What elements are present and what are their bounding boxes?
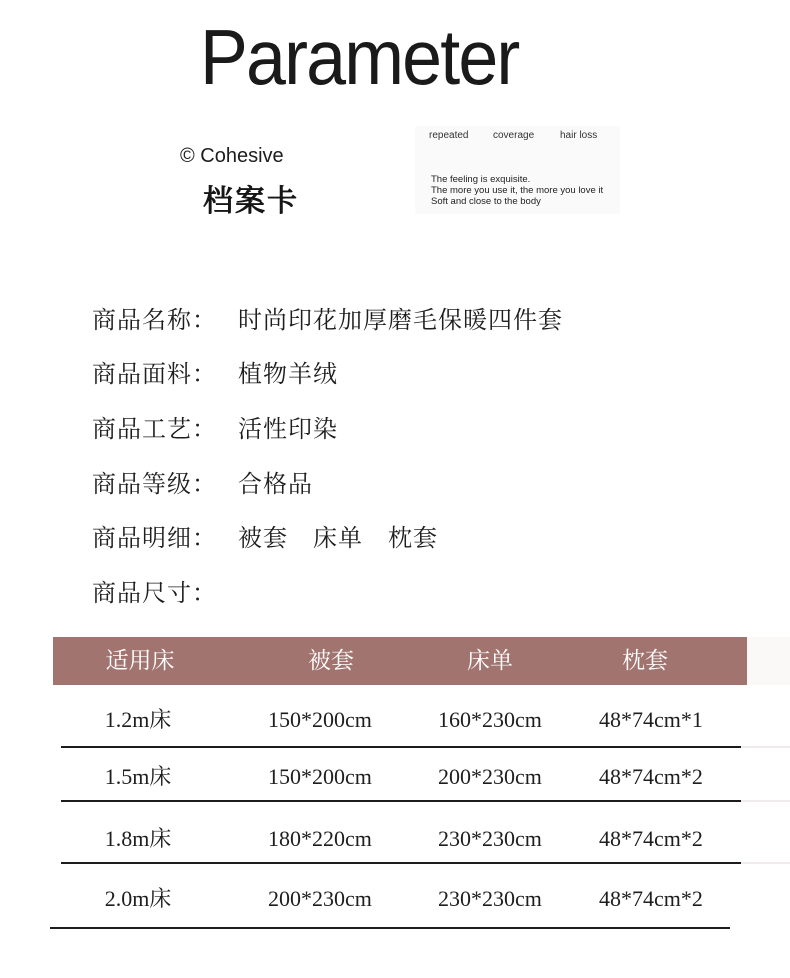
header-cell: 适用床 <box>105 648 175 674</box>
param-row <box>92 454 563 509</box>
param-row <box>92 563 563 618</box>
table-row <box>0 811 790 867</box>
size-table-header <box>53 637 747 685</box>
param-row <box>92 290 563 345</box>
param-label: 商品等级： <box>92 469 217 498</box>
table-cell: 200*230cm <box>438 764 542 789</box>
table-cell: 150*200cm <box>268 764 372 789</box>
param-label: 商品尺寸： <box>92 578 217 607</box>
tagline-text: Soft and close to the body <box>431 196 541 207</box>
table-cell: 48*74cm*1 <box>599 707 703 732</box>
tagline-text: The more you use it, the more you love it <box>431 185 604 196</box>
param-label: 商品工艺： <box>92 414 217 443</box>
tag-label: repeated <box>429 130 469 141</box>
row-divider-faint <box>741 746 790 748</box>
table-cell: 48*74cm*2 <box>599 886 703 911</box>
row-divider-faint <box>741 800 790 802</box>
table-row <box>0 749 790 805</box>
header-cell: 枕套 <box>622 648 668 674</box>
param-row <box>92 345 563 400</box>
page-title: Parameter <box>200 13 519 101</box>
table-cell: 1.8m床 <box>104 826 172 851</box>
row-divider <box>50 927 730 929</box>
param-label: 商品名称： <box>92 305 217 334</box>
param-value: 活性印染 <box>238 414 338 443</box>
param-label: 商品面料： <box>92 360 217 389</box>
table-cell: 180*220cm <box>268 826 372 851</box>
tag-label: coverage <box>493 130 535 141</box>
row-divider <box>61 800 741 802</box>
param-label: 商品明细： <box>92 524 217 553</box>
table-cell: 230*230cm <box>438 886 542 911</box>
tagline-block <box>415 126 620 214</box>
header-cell: 被套 <box>308 648 354 674</box>
param-value: 合格品 <box>238 469 313 498</box>
param-row <box>92 508 563 563</box>
param-value: 时尚印花加厚磨毛保暖四件套 <box>238 305 563 334</box>
param-value: 植物羊绒 <box>238 360 338 389</box>
parameter-list <box>92 290 563 618</box>
tag-label: hair loss <box>560 130 598 141</box>
table-cell: 48*74cm*2 <box>599 764 703 789</box>
param-row <box>92 399 563 454</box>
row-divider <box>61 862 741 864</box>
card-title: 档案卡 <box>203 184 299 219</box>
table-row <box>0 871 790 927</box>
table-cell: 1.2m床 <box>104 707 172 732</box>
table-cell: 200*230cm <box>268 886 372 911</box>
header-edge <box>747 637 790 685</box>
row-divider <box>61 746 741 748</box>
row-divider-faint <box>741 862 790 864</box>
param-value: 被套 床单 枕套 <box>238 524 438 553</box>
table-cell: 2.0m床 <box>104 886 172 911</box>
tagline-text: The feeling is exquisite. <box>431 174 531 185</box>
table-cell: 230*230cm <box>438 826 542 851</box>
table-cell: 1.5m床 <box>104 764 172 789</box>
table-row <box>0 692 790 748</box>
brand-logo: © Cohesive <box>180 145 284 167</box>
table-cell: 48*74cm*2 <box>599 826 703 851</box>
table-cell: 150*200cm <box>268 707 372 732</box>
table-cell: 160*230cm <box>438 707 542 732</box>
header-cell: 床单 <box>467 648 513 674</box>
